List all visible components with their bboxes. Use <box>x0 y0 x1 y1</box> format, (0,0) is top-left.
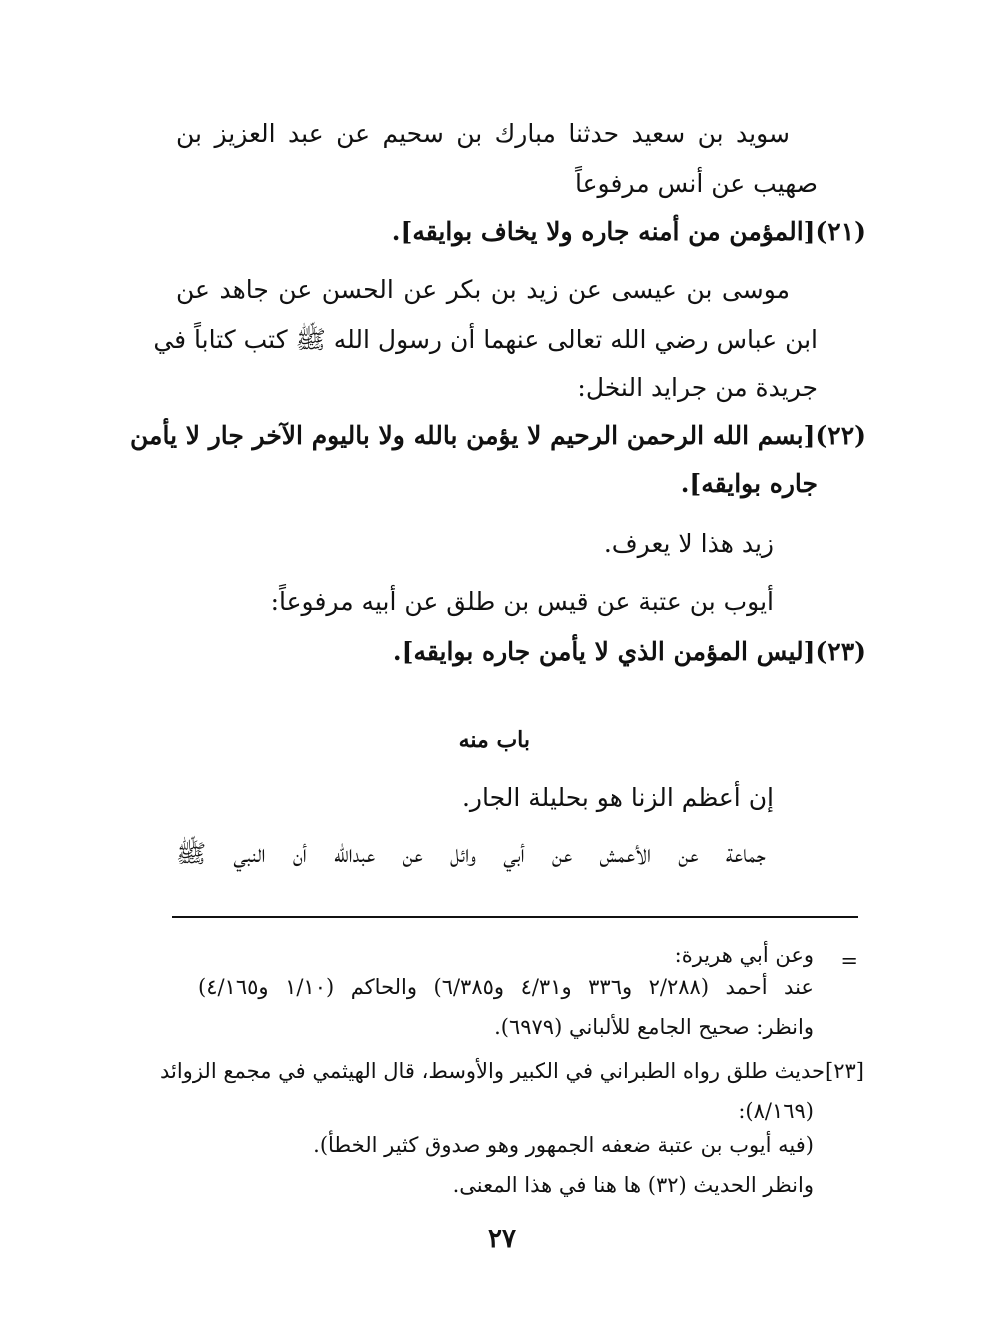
continuation-mark: = <box>840 949 858 973</box>
text-line: سويد بن سعيد حدثنا مبارك بن سحيم عن عبد العزيز بن <box>176 119 790 148</box>
footnote-23: [٢٣]حديث طلق رواه الطبراني في الكبير والأوسط، قال الهيثمي في مجمع الزوائد <box>159 1059 864 1083</box>
page-number: ٢٧ <box>488 1224 516 1254</box>
hadith-23: (٢٣)[ليس المؤمن الذي لا يأمن جاره بوايقه]. <box>392 637 866 666</box>
hadith-22: (٢٢)[بسم الله الرحمن الرحيم لا يؤمن بالله ولا باليوم الآخر جار لا يأمن <box>130 421 866 450</box>
text-line: ابن عباس رضي الله تعالى عنهما أن رسول الله ﷺ كتب كتاباً في <box>153 325 818 354</box>
text-line: موسى بن عيسى عن زيد بن بكر عن الحسن عن جاهد عن <box>176 275 790 304</box>
footnote-line: (٨/١٦٩): <box>738 1099 814 1123</box>
text-line: أيوب بن عتبة عن قيس بن طلق عن أبيه مرفوعاً: <box>270 587 774 616</box>
text-line: جاره بوايقه]. <box>680 469 818 498</box>
section-heading: باب منه <box>458 727 530 753</box>
footnote-line: (فيه أيوب بن عتبة ضعفه الجمهور وهو صدوق كثير الخطأ). <box>313 1133 814 1157</box>
footnote-line: وانظر الحديث (٣٢) ها هنا في هذا المعنى. <box>452 1173 814 1197</box>
text-line: جماعة عن الأعمش عن أبي وائل عن عبدالله أن النبي ﷺ <box>176 839 766 868</box>
footnote-line: وعن أبي هريرة: <box>674 943 814 967</box>
hadith-21: (٢١)[المؤمن من أمنه جاره ولا يخاف بوايقه]. <box>391 217 866 246</box>
text-line: إن أعظم الزنا هو بحليلة الجار. <box>461 783 774 812</box>
text-line: صهيب عن أنس مرفوعاً <box>575 169 818 198</box>
footnote-separator <box>172 916 858 918</box>
text-line: جريدة من جرايد النخل: <box>577 373 818 402</box>
text-line: زيد هذا لا يعرف. <box>603 529 774 558</box>
footnote-line: وانظر: صحيح الجامع للألباني (٦٩٧٩). <box>494 1015 814 1039</box>
footnote-line: عند أحمد (٢/٢٨٨ و٣٣٦ و٤/٣١ و٦/٣٨٥) والحاكم (١/١٠ و٤/١٦٥) <box>198 975 814 999</box>
